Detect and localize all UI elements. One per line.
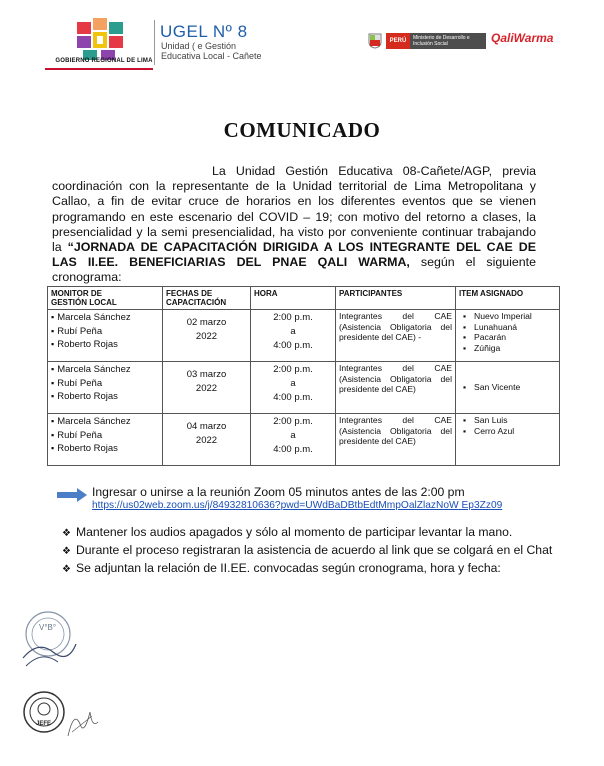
list-item: ▪ Nuevo Imperial <box>463 311 556 322</box>
hora-sep: a <box>290 378 296 389</box>
body-text-part1: La Unidad Gestión Educativa 08-Cañete/AGP, previa coordinación con la representante de la Unidad territorial de Lima Metropolitana y Callao, a fin de evitar cruce de horarios en los diferentes eventos que se vienen programando en este escenario del COVID – 19; con motivo del retorno a clases, la presencialidad y la semi presencialidad, ha visto por conveniente continuar trabajando la <box>52 164 536 255</box>
list-item: ▪ Rubí Peña <box>51 325 159 339</box>
body-text-bold: “JORNADA DE CAPACITACIÓN DIRIGIDA A LOS INTEGRANTE DEL CAE DE LAS II.EE. BENEFICIARIAS DEL PNAE QALI WARMA, <box>52 240 536 270</box>
monitor-cell <box>48 310 163 362</box>
header-divider <box>154 20 155 65</box>
list-item: ▪ San Vicente <box>463 382 556 393</box>
list-item: ▪ Pacarán <box>463 332 556 343</box>
hora-end: 4:00 p.m. <box>273 340 313 351</box>
list-item: ▪ San Luis <box>463 415 556 426</box>
handwritten-signature <box>62 702 102 742</box>
list-item: ▪ Roberto Rojas <box>51 338 159 352</box>
header-fechas-line2: CAPACITACIÓN <box>166 298 227 307</box>
hora-cell <box>251 362 336 414</box>
zoom-link-suffix[interactable]: Ep3Zz09 <box>461 500 503 511</box>
gobierno-regional-caption: GOBIERNO REGIONAL DE LIMA <box>55 58 153 64</box>
jefe-stamp-label: JEFE <box>36 721 52 727</box>
hora-end: 4:00 p.m. <box>273 392 313 403</box>
fecha-year: 2022 <box>195 383 218 394</box>
schedule-table <box>47 286 560 466</box>
fecha-day: 03 marzo <box>186 369 227 380</box>
monitor-cell <box>48 414 163 466</box>
header-fechas <box>163 287 251 310</box>
diamond-bullet-icon: ❖ <box>62 546 71 557</box>
table-row <box>48 310 560 362</box>
ministerio-label: Ministerio de Desarrollo e Inclusión Social <box>410 33 486 49</box>
list-item: ▪ Marcela Sánchez <box>51 415 159 429</box>
fecha-day: 02 marzo <box>186 317 227 328</box>
ugel-subtitle-line1: Unidad ( e Gestión <box>161 41 237 51</box>
list-item: ▪ Marcela Sánchez <box>51 363 159 377</box>
zoom-link-url[interactable]: https://us02web.zoom.us/j/84932810636?pwd=UWdBaDBtbEdtMmpOalZlazNoW <box>92 500 459 511</box>
monitor-cell <box>48 362 163 414</box>
ugel-subtitle-line2: Educativa Local - Cañete <box>161 51 262 61</box>
diamond-bullet-icon: ❖ <box>62 564 71 575</box>
hora-cell <box>251 310 336 362</box>
hora-sep: a <box>290 430 296 441</box>
notes-list <box>62 524 552 578</box>
header-fechas-line1: FECHAS DE <box>166 289 213 298</box>
vb-stamp-label: V°B° <box>39 623 57 632</box>
body-text-part2: según el siguiente cronograma: <box>52 255 536 285</box>
vb-stamp-signature <box>18 600 80 678</box>
header-monitor-line1: MONITOR DE <box>51 289 102 298</box>
note-text: Durante el proceso registraran la asistencia de acuerdo al link que se colgará en el Chat <box>75 543 553 557</box>
hora-end: 4:00 p.m. <box>273 444 313 455</box>
qaliwarma-logo: QaliWarma <box>491 31 554 45</box>
list-item: ▪ Zúñiga <box>463 343 556 354</box>
fecha-cell <box>163 362 251 414</box>
table-row <box>48 362 560 414</box>
hora-start: 2:00 p.m. <box>273 416 313 427</box>
list-item <box>62 542 552 560</box>
list-item: ▪ Rubí Peña <box>51 377 159 391</box>
header-participantes: PARTICIPANTES <box>336 287 456 310</box>
document-title: COMUNICADO <box>223 118 381 142</box>
header-monitor <box>48 287 163 310</box>
jefe-stamp <box>22 690 66 734</box>
note-text: Se adjuntan la relación de II.EE. convocadas según cronograma, hora y fecha: <box>75 561 501 575</box>
item-cell <box>456 414 560 466</box>
participantes-cell: Integrantes del CAE (Asistencia Obligatoria del presidente del CAE) - <box>336 310 456 362</box>
hora-sep: a <box>290 326 296 337</box>
list-item: ▪ Rubí Peña <box>51 429 159 443</box>
list-item <box>62 524 552 542</box>
body-paragraph <box>52 164 536 286</box>
arrow-right-icon <box>57 488 87 502</box>
hora-start: 2:00 p.m. <box>273 312 313 323</box>
gobierno-regional-logo <box>75 18 127 62</box>
fecha-cell <box>163 414 251 466</box>
header-hora: HORA <box>251 287 336 310</box>
item-cell <box>456 362 560 414</box>
ugel-title: UGEL Nº 8 <box>160 22 248 41</box>
list-item: ▪ Roberto Rojas <box>51 390 159 404</box>
header-item: ITEM ASIGNADO <box>456 287 560 310</box>
item-cell <box>456 310 560 362</box>
list-item <box>62 560 552 578</box>
hora-cell <box>251 414 336 466</box>
list-item: ▪ Lunahuaná <box>463 322 556 333</box>
header-red-rule <box>45 68 153 70</box>
participantes-cell: Integrantes del CAE (Asistencia Obligatoria del presidente del CAE) <box>336 414 456 466</box>
header-monitor-line2: GESTIÓN LOCAL <box>51 298 117 307</box>
fecha-year: 2022 <box>195 331 218 342</box>
participantes-cell: Integrantes del CAE (Asistencia Obligatoria del presidente del CAE) <box>336 362 456 414</box>
fecha-cell <box>163 310 251 362</box>
peru-shield-icon <box>368 33 382 49</box>
fecha-day: 04 marzo <box>186 421 227 432</box>
list-item: ▪ Marcela Sánchez <box>51 311 159 325</box>
diamond-bullet-icon: ❖ <box>62 528 71 539</box>
table-header-row <box>48 287 560 310</box>
zoom-link[interactable] <box>92 500 502 511</box>
zoom-instruction: Ingresar o unirse a la reunión Zoom 05 minutos antes de las 2:00 pm <box>92 485 465 499</box>
hora-start: 2:00 p.m. <box>273 364 313 375</box>
note-text: Mantener los audios apagados y sólo al momento de participar levantar la mano. <box>75 525 513 539</box>
peru-label: PERÚ <box>386 33 410 49</box>
list-item: ▪ Cerro Azul <box>463 426 556 437</box>
table-row <box>48 414 560 466</box>
fecha-year: 2022 <box>195 435 218 446</box>
list-item: ▪ Roberto Rojas <box>51 442 159 456</box>
